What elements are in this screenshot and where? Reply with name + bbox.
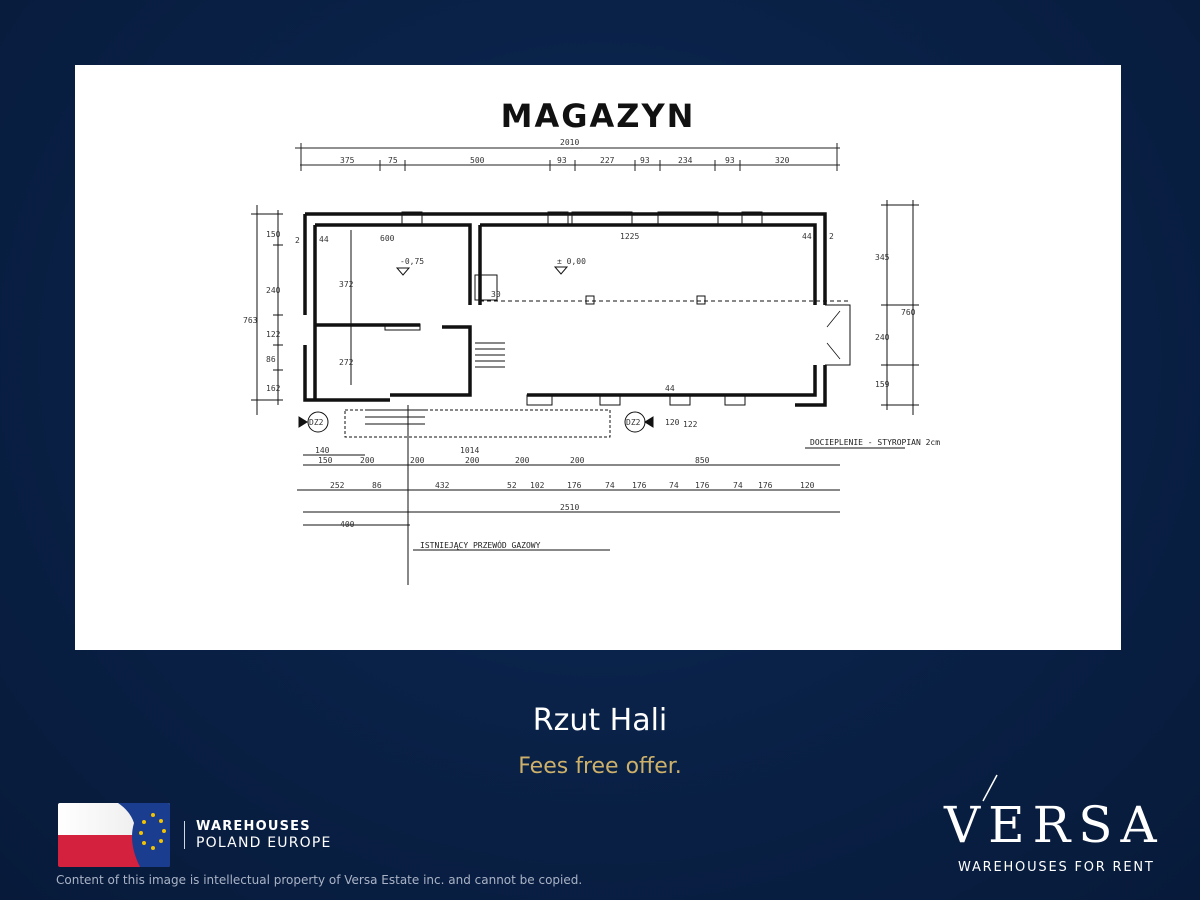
- dim-row2-12: 176: [758, 481, 773, 490]
- dim-bottom-5: 200: [465, 456, 480, 465]
- dim-top-6: 93: [640, 156, 650, 165]
- fees-free-offer: Fees free offer.: [518, 754, 682, 779]
- dim-row2-8: 176: [632, 481, 647, 490]
- dim-row2-9: 74: [669, 481, 679, 490]
- dim-inner-5: 2: [295, 236, 300, 245]
- dim-bottom-7: 200: [570, 456, 585, 465]
- marker-left: DZ2: [309, 418, 324, 427]
- dim-row2-5: 102: [530, 481, 545, 490]
- dim-left-1: 150: [266, 230, 281, 239]
- dim-left-7: 272: [339, 358, 354, 367]
- dim-left-2: 240: [266, 286, 281, 295]
- dim-bottom-6: 200: [515, 456, 530, 465]
- poland-eu-flag-icon: [58, 803, 170, 867]
- dim-400: 400: [340, 520, 355, 529]
- dim-total-bottom: 2510: [560, 503, 580, 512]
- dim-right-1: 345: [875, 253, 890, 262]
- dim-inner-1: 600: [380, 234, 395, 243]
- dim-small-4: 44: [665, 384, 675, 393]
- dim-total-top: 2010: [560, 138, 580, 147]
- dim-row2-6: 176: [567, 481, 582, 490]
- dim-row2-7: 74: [605, 481, 615, 490]
- dim-top-3: 500: [470, 156, 485, 165]
- dim-row2-1: 252: [330, 481, 345, 490]
- dim-bottom-1: 140: [315, 446, 330, 455]
- dim-row2-10: 176: [695, 481, 710, 490]
- dim-row2-2: 86: [372, 481, 382, 490]
- dim-left-5: 162: [266, 384, 281, 393]
- note-gas-pipe: ISTNIEJĄCY PRZEWÓD GAZOWY: [420, 541, 541, 550]
- dim-top-2: 75: [388, 156, 398, 165]
- dim-row2-4: 52: [507, 481, 517, 490]
- floor-plan-image: [75, 65, 1121, 650]
- dim-top-1: 375: [340, 156, 355, 165]
- dim-left-3: 122: [266, 330, 281, 339]
- dim-small-2: 122: [683, 420, 698, 429]
- dim-bottom-8: 1014: [460, 446, 480, 455]
- logo-wordmark: VERSA: [944, 796, 1165, 854]
- dim-small-3: 30: [491, 290, 501, 299]
- dim-inner-2: 1225: [620, 232, 640, 241]
- floor-plan-drawing: [75, 65, 1121, 650]
- dim-inner-6: 2: [829, 232, 834, 241]
- plan-title: MAGAZYN: [500, 97, 696, 135]
- dim-left-4: 86: [266, 355, 276, 364]
- dim-inner-4: 44: [802, 232, 812, 241]
- image-caption: Rzut Hali: [532, 703, 668, 738]
- dim-inner-3: 44: [319, 235, 329, 244]
- dim-top-7: 234: [678, 156, 693, 165]
- level-ground: ± 0,00: [557, 257, 586, 266]
- dim-left-total: 763: [243, 316, 258, 325]
- brand-line-2: POLAND EUROPE: [196, 835, 332, 851]
- dim-row2-13: 120: [800, 481, 815, 490]
- dim-right-2: 240: [875, 333, 890, 342]
- brand-line-1: WAREHOUSES: [196, 819, 311, 834]
- dim-row2-3: 432: [435, 481, 450, 490]
- dim-top-9: 320: [775, 156, 790, 165]
- copyright-notice: Content of this image is intellectual property of Versa Estate inc. and cannot be copied.: [56, 873, 583, 887]
- dim-bottom-4: 200: [410, 456, 425, 465]
- note-insulation: DOCIEPLENIE - STYROPIAN 2cm: [810, 438, 941, 447]
- logo-tagline: WAREHOUSES FOR RENT: [958, 860, 1155, 875]
- marker-right: DZ2: [626, 418, 641, 427]
- dim-left-6: 372: [339, 280, 354, 289]
- dim-bottom-9: 850: [695, 456, 710, 465]
- dim-bottom-2: 150: [318, 456, 333, 465]
- level-basement: -0,75: [400, 257, 425, 266]
- dim-top-5: 227: [600, 156, 615, 165]
- brand-divider: [184, 821, 185, 849]
- dim-right-total: 760: [901, 308, 916, 317]
- dim-bottom-3: 200: [360, 456, 375, 465]
- dim-row2-11: 74: [733, 481, 743, 490]
- dim-right-3: 159: [875, 380, 890, 389]
- dim-top-4: 93: [557, 156, 567, 165]
- dim-small-1: 120: [665, 418, 680, 427]
- dim-top-8: 93: [725, 156, 735, 165]
